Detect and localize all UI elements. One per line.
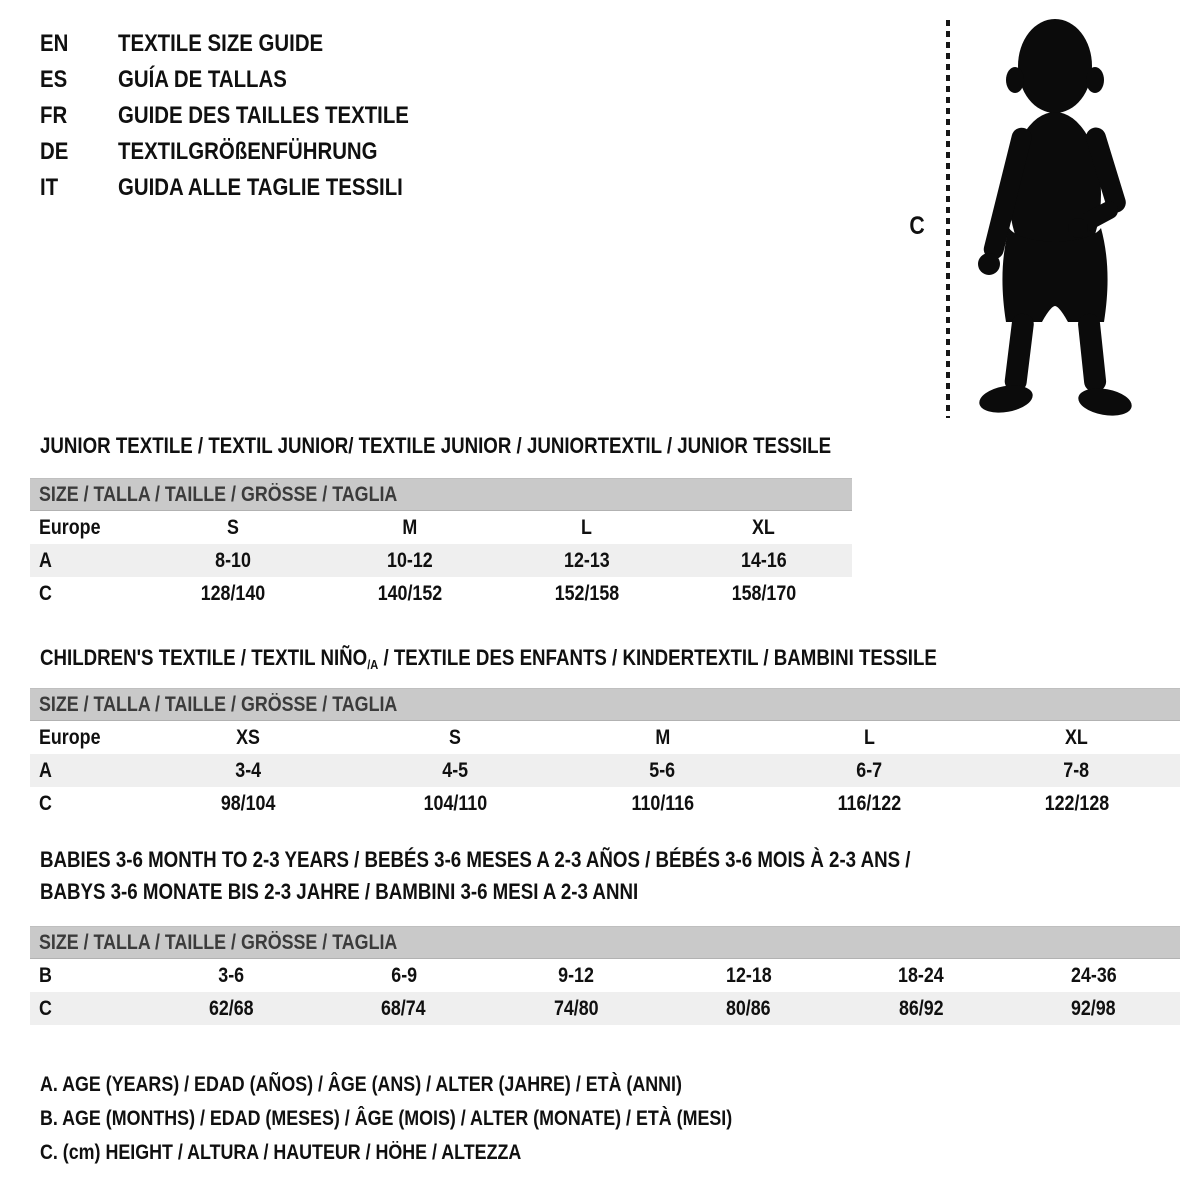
row-label: Europe <box>39 725 101 749</box>
size-cell: S <box>227 515 240 539</box>
size-cell: 104/110 <box>423 791 488 815</box>
language-code: FR <box>40 102 68 129</box>
size-cell: 3-6 <box>218 963 245 987</box>
toddler-silhouette-icon <box>962 16 1144 418</box>
size-table-header-label: SIZE / TALLA / TAILLE / GRÖSSE / TAGLIA <box>39 930 398 954</box>
language-title: GUIDA ALLE TAGLIE TESSILI <box>118 174 403 201</box>
table-row <box>30 721 1180 754</box>
table-row <box>30 959 1180 992</box>
row-label: C <box>39 581 52 605</box>
junior-size-table <box>30 478 852 610</box>
language-code: EN <box>40 30 69 57</box>
junior-section-heading: JUNIOR TEXTILE / TEXTIL JUNIOR/ TEXTILE JUNIOR / JUNIORTEXTIL / JUNIOR TESSILE <box>40 433 832 458</box>
size-cell: 3-4 <box>235 758 262 782</box>
size-cell: 6-9 <box>390 963 417 987</box>
babies-section-heading <box>40 844 1064 908</box>
table-row <box>30 577 852 610</box>
table-row <box>30 754 1180 787</box>
babies-heading-line1: BABIES 3-6 MONTH TO 2-3 YEARS / BEBÉS 3-6 MESES A 2-3 AÑOS / BÉBÉS 3-6 MOIS À 2-3 ANS / <box>40 847 911 872</box>
size-cell: 152/158 <box>554 581 620 605</box>
legend <box>40 1068 854 1170</box>
size-table-header <box>30 926 1180 959</box>
size-cell: 80/86 <box>726 996 772 1020</box>
size-cell: 158/170 <box>731 581 796 605</box>
size-cell: 110/116 <box>631 791 694 815</box>
heading-subscript: /A <box>367 657 379 672</box>
size-table-header-label: SIZE / TALLA / TAILLE / GRÖSSE / TAGLIA <box>39 692 398 716</box>
language-row <box>40 98 460 134</box>
size-cell: 98/104 <box>221 791 276 815</box>
language-code: ES <box>40 66 68 93</box>
size-cell: 7-8 <box>1063 758 1090 782</box>
table-row <box>30 992 1180 1025</box>
language-code: IT <box>40 174 59 201</box>
height-measure-dashed-line <box>946 20 950 418</box>
row-label: C <box>39 996 52 1020</box>
height-measure-label: C <box>909 212 925 240</box>
size-cell: 116/122 <box>837 791 902 815</box>
size-cell: XL <box>1065 725 1088 749</box>
legend-line-c: C. (cm) HEIGHT / ALTURA / HAUTEUR / HÖHE / ALTEZZA <box>40 1141 522 1164</box>
size-cell: XL <box>752 515 776 539</box>
row-label: A <box>39 758 52 782</box>
language-title: TEXTILGRÖßENFÜHRUNG <box>118 138 378 165</box>
language-title: TEXTILE SIZE GUIDE <box>118 30 324 57</box>
row-label: C <box>39 791 52 815</box>
size-table-header <box>30 688 1180 721</box>
size-cell: 6-7 <box>856 758 883 782</box>
size-cell: L <box>864 725 875 749</box>
size-cell: S <box>449 725 462 749</box>
language-title: GUÍA DE TALLAS <box>118 66 287 93</box>
size-cell: 74/80 <box>553 996 599 1020</box>
size-cell: 12-13 <box>564 548 610 572</box>
legend-line-a: A. AGE (YEARS) / EDAD (AÑOS) / ÂGE (ANS) / ALTER (JAHRE) / ETÀ (ANNI) <box>40 1073 682 1096</box>
babies-heading-line2: BABYS 3-6 MONATE BIS 2-3 JAHRE / BAMBINI 3-6 MESI A 2-3 ANNI <box>40 879 639 904</box>
children-section-heading: CHILDREN'S TEXTILE / TEXTIL $NIÑO_{/A}$ / TEXTILE DES ENFANTS / KINDERTEXTIL / BAMBINI TESSILE <box>40 645 937 672</box>
size-cell: 4-5 <box>442 758 469 782</box>
table-row <box>30 511 852 544</box>
language-row <box>40 134 460 170</box>
babies-size-table <box>30 926 1180 1025</box>
size-cell: 8-10 <box>215 548 252 572</box>
language-row <box>40 26 460 62</box>
language-title: GUIDE DES TAILLES TEXTILE <box>118 102 409 129</box>
language-title-list <box>40 26 460 206</box>
table-row <box>30 787 1180 820</box>
size-table-header-label: SIZE / TALLA / TAILLE / GRÖSSE / TAGLIA <box>39 482 398 506</box>
size-cell: 18-24 <box>898 963 945 987</box>
language-code: DE <box>40 138 69 165</box>
size-cell: 62/68 <box>208 996 254 1020</box>
children-size-table <box>30 688 1180 820</box>
row-label: Europe <box>39 515 101 539</box>
size-cell: 9-12 <box>558 963 595 987</box>
size-cell: 92/98 <box>1071 996 1117 1020</box>
size-cell: M <box>402 515 418 539</box>
row-label: A <box>39 548 52 572</box>
table-row <box>30 544 852 577</box>
size-cell: 68/74 <box>381 996 427 1020</box>
size-cell: 12-18 <box>725 963 772 987</box>
size-cell: 122/128 <box>1044 791 1109 815</box>
size-cell: 86/92 <box>898 996 944 1020</box>
size-cell: 24-36 <box>1070 963 1117 987</box>
size-cell: M <box>655 725 670 749</box>
row-label: B <box>39 963 52 987</box>
legend-line-b: B. AGE (MONTHS) / EDAD (MESES) / ÂGE (MOIS) / ALTER (MONATE) / ETÀ (MESI) <box>40 1107 733 1130</box>
size-cell: 5-6 <box>649 758 676 782</box>
size-cell: 10-12 <box>387 548 433 572</box>
language-row <box>40 62 460 98</box>
size-cell: 14-16 <box>740 548 787 572</box>
size-cell: 128/140 <box>201 581 266 605</box>
language-row <box>40 170 460 206</box>
size-cell: L <box>581 515 593 539</box>
size-cell: 140/152 <box>377 581 443 605</box>
size-table-header <box>30 478 852 511</box>
size-cell: XS <box>236 725 261 749</box>
